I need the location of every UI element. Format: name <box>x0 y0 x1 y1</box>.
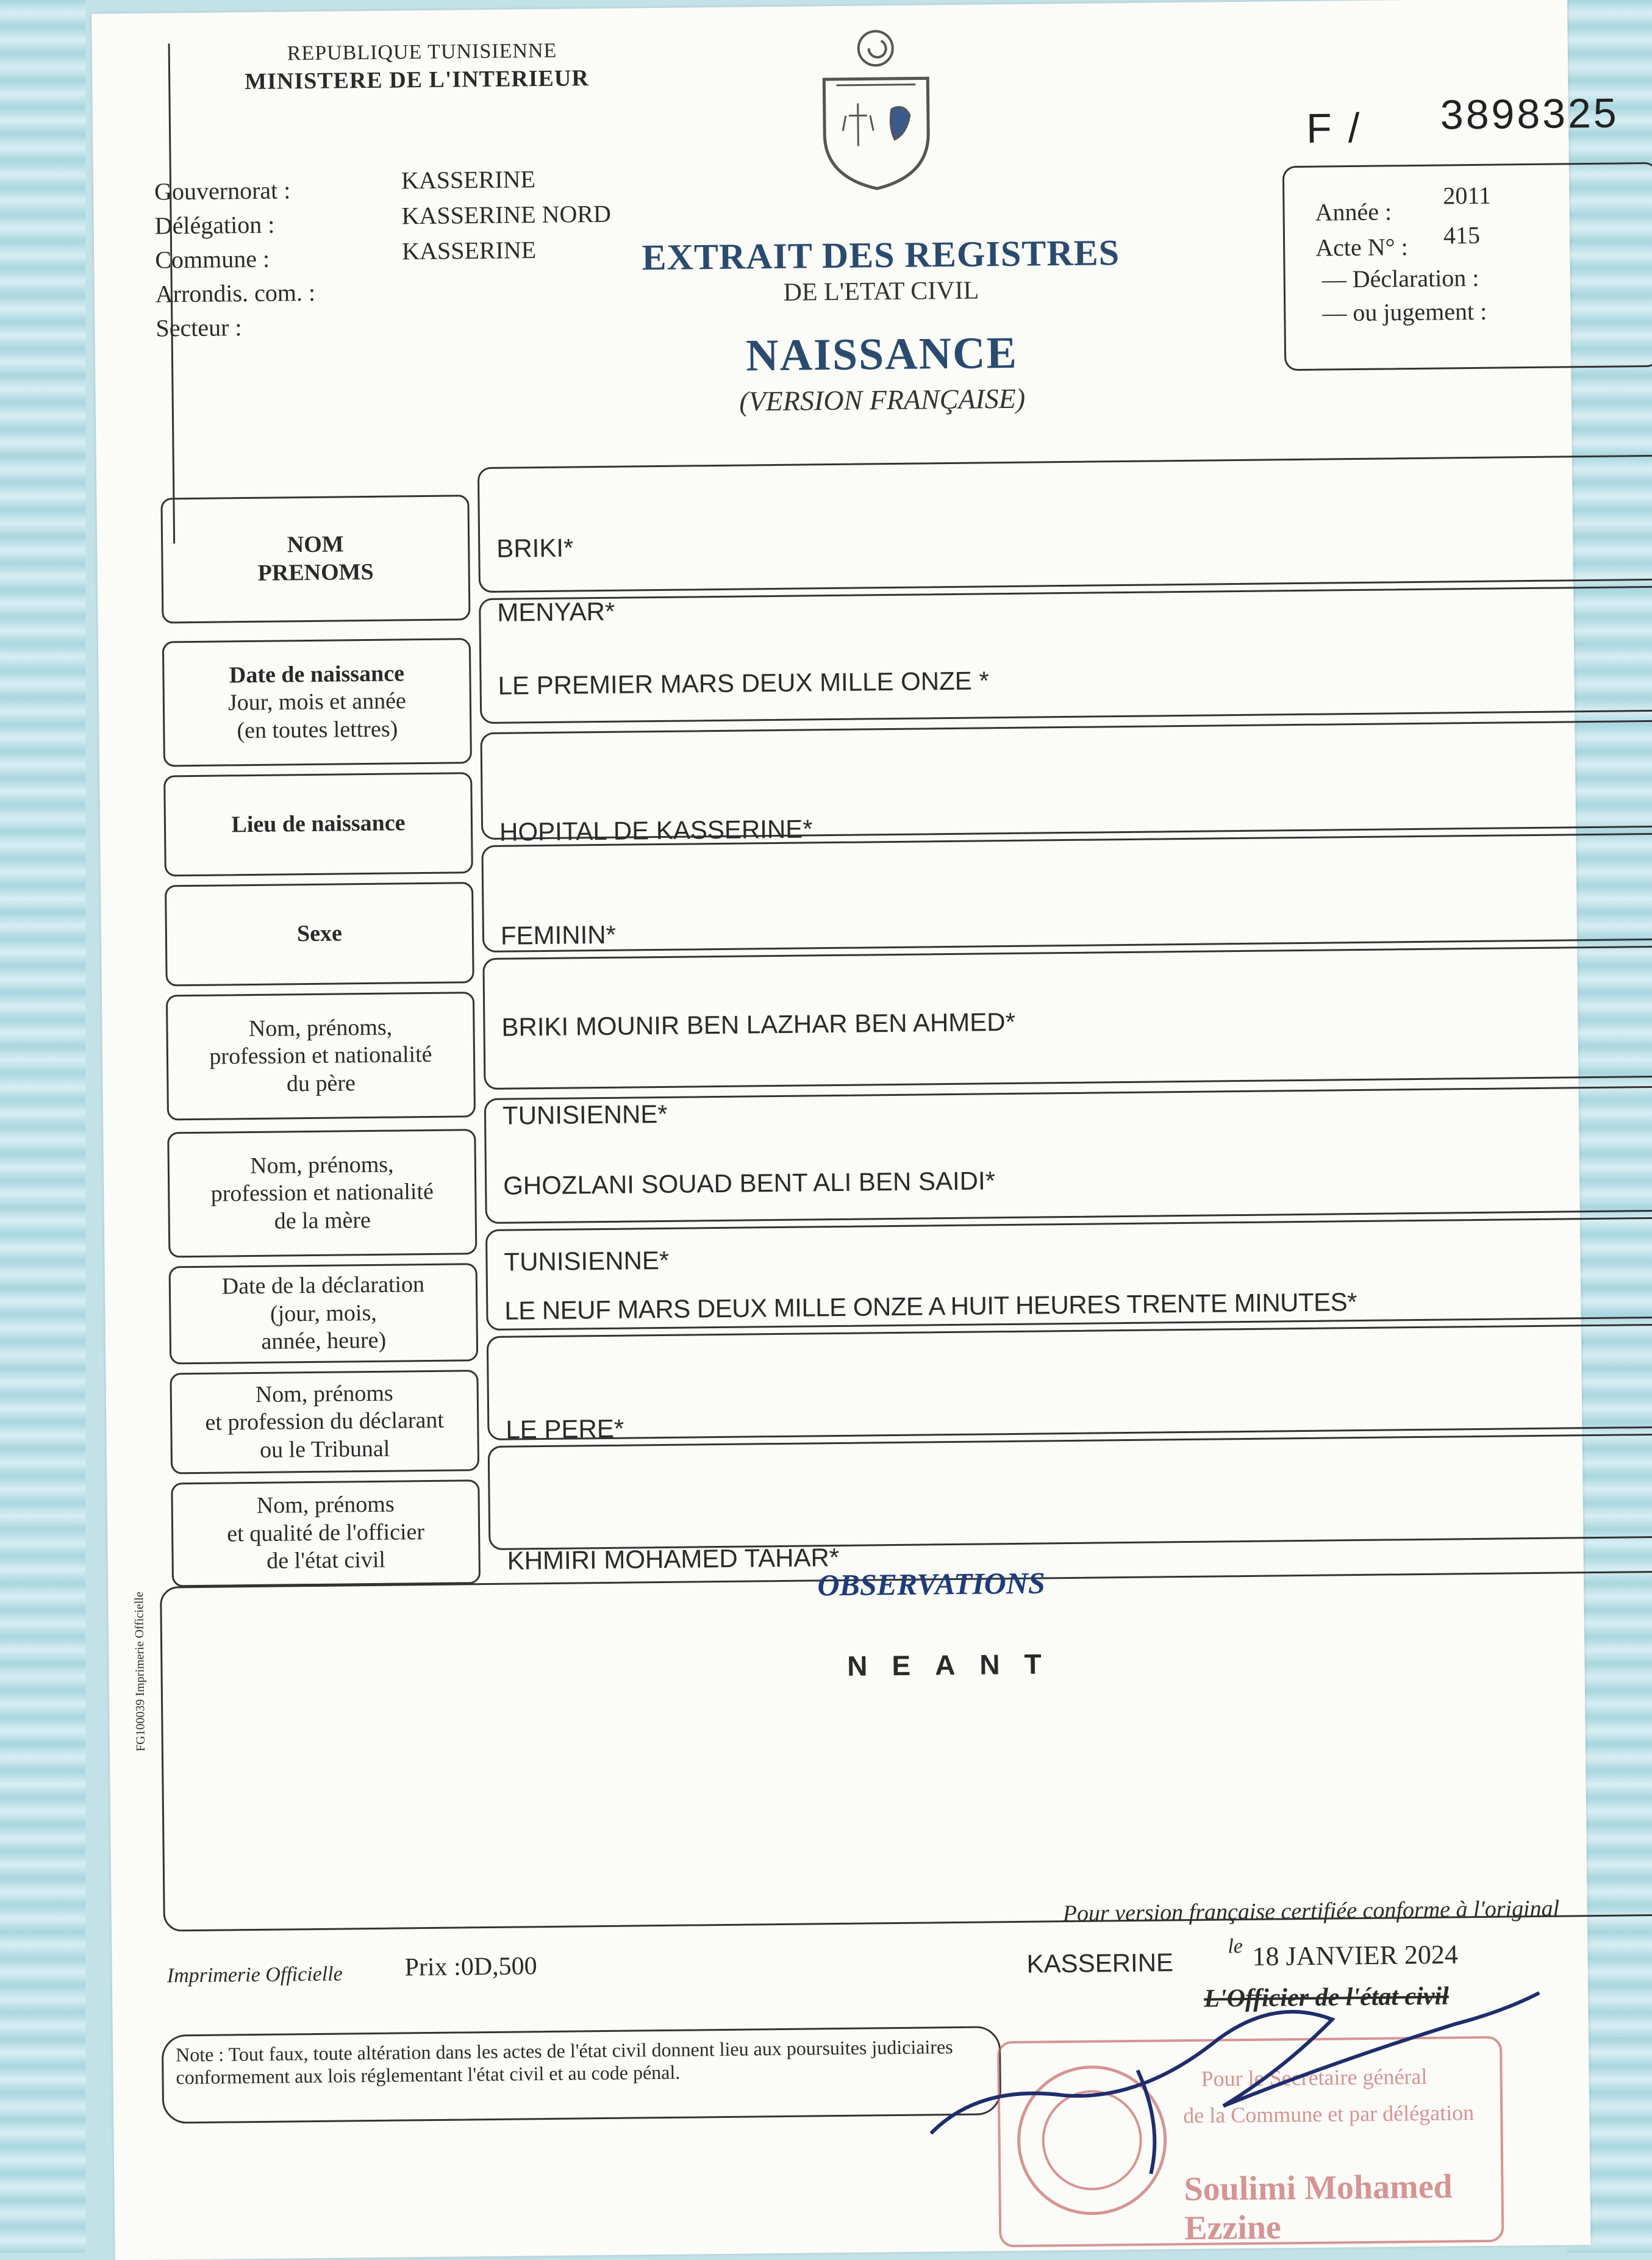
annee-value: 2011 <box>1443 181 1492 210</box>
label-declarant-2: et profession du déclarant <box>205 1407 445 1436</box>
date-label: 18 JANVIER 2024 <box>1252 1939 1459 1972</box>
note-text: Note : Tout faux, toute altération dans les actes de l'état civil donnent lieu aux poursuites judiciaires conformement aux lois réglementant l'état civil et au code pénal. <box>175 2036 953 2089</box>
row-label-pere <box>166 992 476 1120</box>
label-officier-2: et qualité de l'officier <box>227 1518 425 1547</box>
value-pere: BRIKI MOUNIR BEN LAZHAR BEN AHMED* <box>501 1007 1016 1042</box>
title-extrait: EXTRAIT DES REGISTRES <box>642 232 1120 278</box>
jugement-label: — ou jugement : <box>1322 297 1487 327</box>
value-officier: KHMIRI MOHAMED TAHAR* <box>507 1542 840 1575</box>
value-declarant: LE PERE* <box>506 1414 624 1444</box>
commune-value: KASSERINE <box>401 236 537 265</box>
label-officier-3: de l'état civil <box>266 1547 386 1575</box>
stamp-line-3: Soulimi Mohamed Ezzine <box>1184 2167 1453 2248</box>
admin-labels <box>154 173 316 346</box>
secteur-label: Secteur : <box>156 313 242 342</box>
label-declarant-3: ou le Tribunal <box>259 1436 390 1463</box>
row-label-lieu <box>163 772 473 876</box>
value-mere-nationalite: TUNISIENNE* <box>504 1245 670 1276</box>
annee-label: Année : <box>1315 198 1392 226</box>
price-label: Prix :0D,500 <box>404 1952 537 1982</box>
certified-text: Pour version française certifiée conforme à l'original <box>1062 1895 1560 1927</box>
label-prenoms: PRENOMS <box>257 559 374 586</box>
place-label: KASSERINE <box>1026 1948 1174 1978</box>
value-mere: GHOZLANI SOUAD BENT ALI BEN SAIDI* <box>502 1166 996 1200</box>
ref-prefix: F / <box>1306 104 1362 152</box>
document-page <box>91 0 1620 2260</box>
gouvernorat-label: Gouvernorat : <box>154 176 291 206</box>
label-lieu: Lieu de naissance <box>231 810 406 838</box>
title-etat-civil: DE L'ETAT CIVIL <box>783 276 979 307</box>
value-lieu: HOPITAL DE KASSERINE* <box>499 814 813 846</box>
coat-of-arms-icon <box>805 23 947 195</box>
printer-label: Imprimerie Officielle <box>166 1962 343 1987</box>
label-pere-1: Nom, prénoms, <box>248 1014 393 1042</box>
label-mere-1: Nom, prénoms, <box>249 1151 394 1179</box>
observations-box <box>160 1571 1652 1932</box>
observations-value: NEANT <box>846 1648 1066 1682</box>
le-label: le <box>1228 1935 1243 1958</box>
value-prenom: MENYAR* <box>497 596 615 627</box>
row-label-date-naissance <box>162 638 472 767</box>
stamp-line-2: de la Commune et par délégation <box>1183 2100 1475 2128</box>
arrondissement-label: Arrondis. com. : <box>155 278 316 308</box>
label-jour-mois: Jour, mois et année <box>227 688 407 716</box>
value-date-naissance: LE PREMIER MARS DEUX MILLE ONZE * <box>498 666 990 700</box>
title-version: (VERSION FRANÇAISE) <box>739 382 1026 417</box>
signature-icon <box>905 1968 1578 2188</box>
commune-label: Commune : <box>155 245 270 274</box>
label-toutes-lettres: (en toutes lettres) <box>237 716 398 744</box>
row-value-mere-box <box>484 1086 1652 1224</box>
republic-label: REPUBLIQUE TUNISIENNE <box>287 39 557 65</box>
row-value-sexe-box <box>481 833 1652 953</box>
label-mere-3: de la mère <box>274 1207 371 1234</box>
left-decorative-border <box>0 0 85 2253</box>
title-naissance: NAISSANCE <box>745 327 1018 381</box>
row-label-declaration <box>169 1263 479 1364</box>
acte-box <box>1282 162 1652 371</box>
ref-number: 3898325 <box>1440 90 1620 138</box>
value-pere-nationalite: TUNISIENNE* <box>502 1099 668 1130</box>
value-sexe: FEMININ* <box>500 920 617 950</box>
label-nom: NOM <box>287 531 344 558</box>
row-label-mere <box>167 1129 477 1257</box>
gouvernorat-value: KASSERINE <box>401 165 536 195</box>
row-value-nom-box <box>477 455 1652 593</box>
delegation-label: Délégation : <box>154 210 275 240</box>
label-date-naissance: Date de naissance <box>229 660 405 688</box>
label-declaration-2: (jour, mois, <box>270 1300 377 1327</box>
acte-value: 415 <box>1443 221 1481 249</box>
row-label-declarant <box>170 1370 479 1474</box>
observations-title: OBSERVATIONS <box>817 1565 1046 1603</box>
label-declaration-1: Date de la déclaration <box>221 1271 425 1300</box>
label-declarant-1: Nom, prénoms <box>255 1380 393 1407</box>
label-pere-2: profession et nationalité <box>209 1042 432 1070</box>
officer-label: L'Officier de l'état civil <box>1204 1982 1450 2013</box>
row-label-officier <box>171 1479 481 1587</box>
ministry-label: MINISTERE DE L'INTERIEUR <box>245 65 590 95</box>
value-declaration: LE NEUF MARS DEUX MILLE ONZE A HUIT HEURES TRENTE MINUTES* <box>504 1287 1357 1325</box>
stamp-line-1: Pour le Secrétaire général <box>1201 2064 1428 2091</box>
row-label-nom <box>160 495 470 623</box>
row-value-officier-box <box>488 1434 1652 1550</box>
row-value-date-naissance-box <box>479 586 1652 724</box>
value-nom: BRIKI* <box>496 533 574 563</box>
acte-label: Acte N° : <box>1315 233 1408 262</box>
row-value-declarant-box <box>487 1324 1652 1440</box>
label-sexe: Sexe <box>296 920 343 947</box>
note-box <box>162 2026 1001 2123</box>
side-print-code: FG100039 Imprimerie Officielle <box>132 1592 148 1752</box>
label-mere-2: profession et nationalité <box>210 1179 434 1207</box>
declaration-label: — Déclaration : <box>1321 263 1479 293</box>
label-officier-1: Nom, prénoms <box>256 1491 395 1519</box>
row-label-sexe <box>165 882 474 986</box>
label-declaration-3: année, heure) <box>261 1328 387 1355</box>
delegation-value: KASSERINE NORD <box>401 199 612 230</box>
label-pere-3: du père <box>286 1070 356 1097</box>
